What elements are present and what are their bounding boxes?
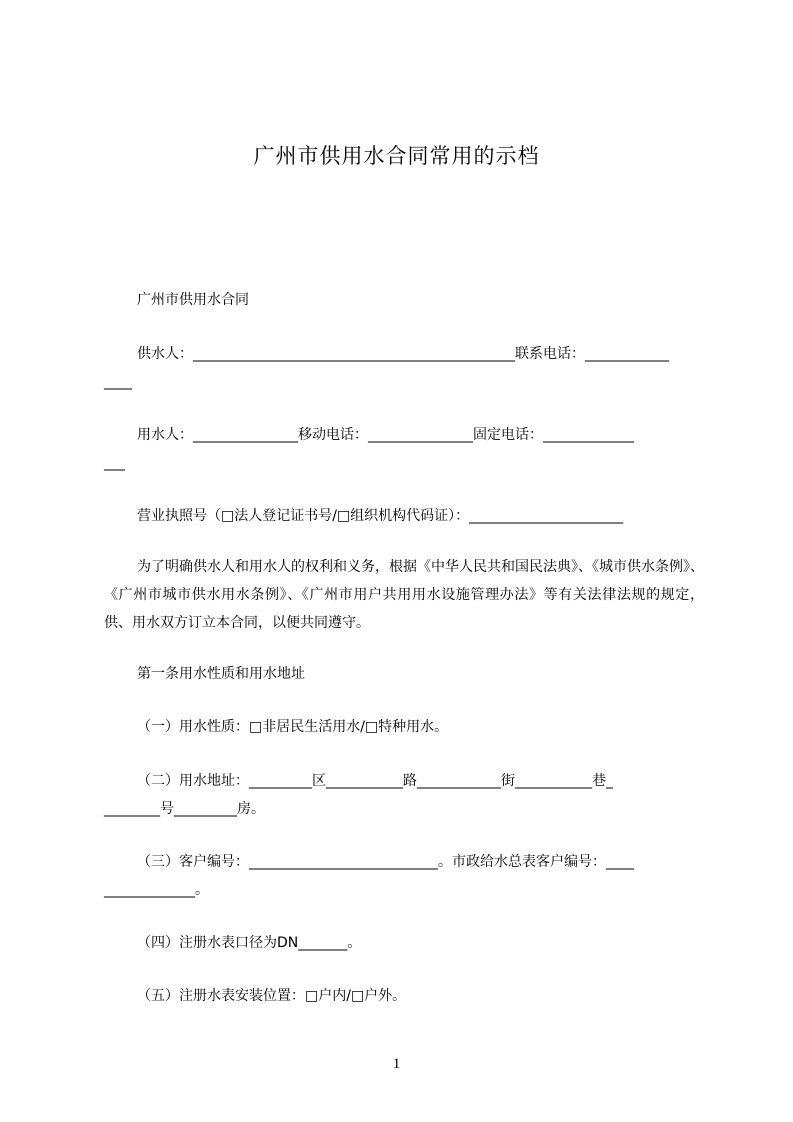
contract-heading: 广州市供用水合同 — [137, 292, 249, 308]
item-customer-number-cont: _____________。 — [104, 882, 209, 898]
item-water-nature: （一）用水性质：□非居民生活用水/□特种用水。 — [137, 719, 449, 735]
item-water-address-cont: ________号_________房。 — [104, 801, 265, 817]
supplier-line-cont: ____ — [104, 374, 132, 390]
supplier-line: 供水人：______________________________________________联系电话：____________ — [137, 346, 669, 362]
article-1-heading: 第一条用水性质和用水地址 — [137, 666, 305, 682]
item-water-address: （二）用水地址：_________区___________路____________街___________巷_ — [137, 773, 613, 789]
page-number: 1 — [392, 1056, 401, 1072]
item-meter-location: （五）注册水表安装位置：□户内/□户外。 — [137, 988, 407, 1004]
user-line-cont: ___ — [104, 455, 125, 471]
item-customer-number: （三）客户编号：___________________________。市政给水总表客户编号：____ — [137, 854, 634, 870]
item-meter-caliber: （四）注册水表口径为DN_______。 — [137, 935, 362, 951]
document-title: 广州市供用水合同常用的示档 — [253, 144, 540, 168]
user-line: 用水人：_______________移动电话：_______________固定电话：_____________ — [137, 427, 634, 443]
license-line: 营业执照号（□法人登记证书号/□组织机构代码证）：______________________ — [137, 508, 624, 524]
intro-paragraph: 为了明确供水人和用水人的权利和义务，根据《中华人民共和国民法典》、《城市供水条例》、《广州市城市供水用水条例》、《广州市用户共用用水设施管理办法》等有关法律法规的规定，供、用水双方订立本合同，以便共同遵守。 — [104, 559, 704, 631]
